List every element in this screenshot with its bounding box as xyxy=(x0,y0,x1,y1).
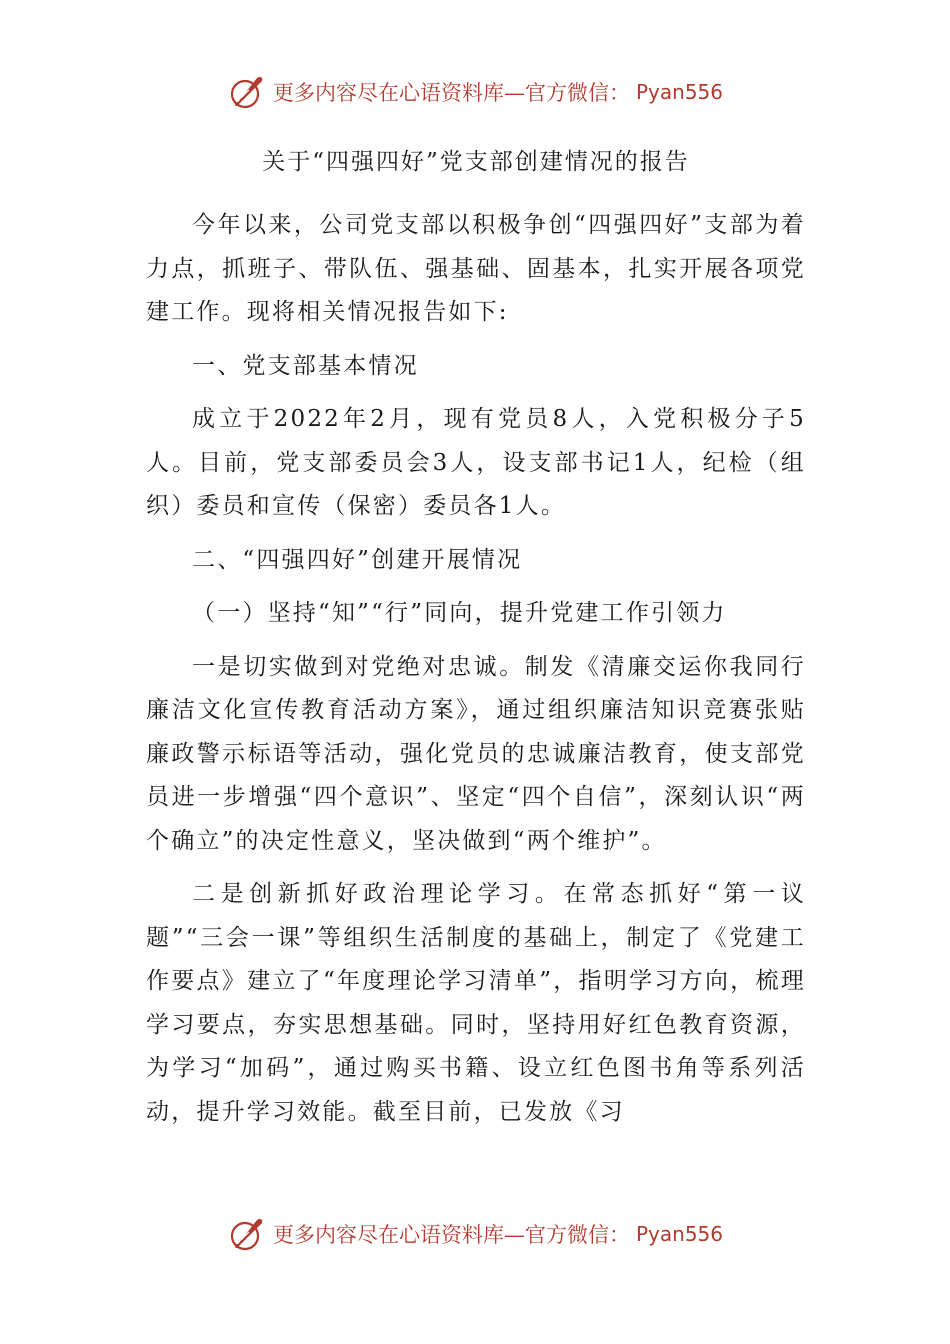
banner-account-text: Pyan556 xyxy=(635,80,723,104)
header-banner xyxy=(0,70,950,114)
quill-pen-logo-icon xyxy=(227,72,267,112)
document-body xyxy=(146,140,806,1144)
heading-section-2: 二、“四强四好”创建开展情况 xyxy=(192,546,523,573)
paragraph-theory-study: 二是创新抓好政治理论学习。在常态抓好“第一议题”“三会一课”等组织生活制度的基础上，制定了《党建工作要点》建立了“年度理论学习清单”，指明学习方向，梳理学习要点，夯实思想基础。同时，坚持用好红色教育资源，为学习“加码”，通过购买书籍、设立红色图书角等系列活动，提升学习效能。截至目前，已发放《习 xyxy=(146,881,806,1125)
paragraph-loyalty: 一是切实做到对党绝对忠诚。制发《清廉交运你我同行廉洁文化宣传教育活动方案》，通过组织廉洁知识竞赛张贴廉政警示标语等活动，强化党员的忠诚廉洁教育，使支部党员进一步增强“四个意识”、坚定“四个自信”，深刻认识“两个确立”的决定性意义，坚决做到“两个维护”。 xyxy=(146,653,806,854)
paragraph-basic-info: 成立于2022年2月，现有党员8人，入党积极分子5人。目前，党支部委员会3人，设支部书记1人，纪检（组织）委员和宣传（保密）委员各1人。 xyxy=(146,406,806,519)
paragraph-intro: 今年以来，公司党支部以积极争创“四强四好”支部为着力点，抓班子、带队伍、强基础、固基本，扎实开展各项党建工作。现将相关情况报告如下: xyxy=(146,212,806,325)
document-title: 关于“四强四好”党支部创建情况的报告 xyxy=(262,149,690,175)
banner-account-text: Pyan556 xyxy=(635,1222,723,1246)
footer-banner xyxy=(0,1212,950,1256)
quill-pen-logo-icon xyxy=(227,1214,267,1254)
heading-subsection-1: （一）坚持“知”“行”同向，提升党建工作引领力 xyxy=(192,600,727,626)
heading-section-1: 一、党支部基本情况 xyxy=(192,352,419,379)
banner-brand-text: 更多内容尽在心语资料库—官方微信： xyxy=(272,1223,630,1247)
banner-brand-text: 更多内容尽在心语资料库—官方微信： xyxy=(272,81,630,105)
